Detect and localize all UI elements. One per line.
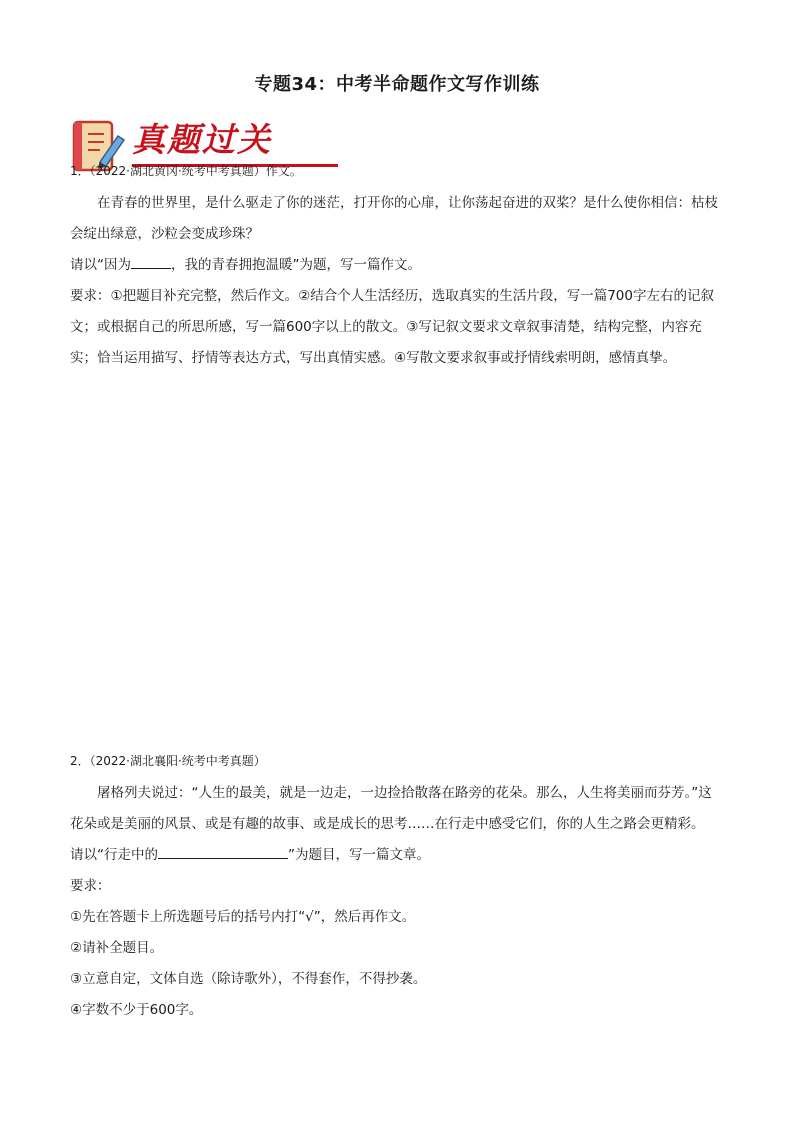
title-blank [131,254,171,269]
requirement-item: ③立意自定，文体自选（除诗歌外），不得套作，不得抄袭。 [70,971,427,987]
question-1-prompt-after: ，我的青春拥抱温暖”为题，写一篇作文。 [171,257,421,273]
question-1-header: 1．（2022·湖北黄冈·统考中考真题）作文。 [70,164,302,178]
question-1-requirements: 要求：①把题目补充完整，然后作文。②结合个人生活经历，选取真实的生活片段，写一篇700字左右的记叙文；或根据自己的所思所感，写一篇600字以上的散文。③写记叙文要求文章叙事清楚，结构完整，内容充实；恰当运用描写、抒情等表达方式，写出真情实感。④写散文要求叙事或抒情线索明朗，感情真挚。 [70,288,714,366]
page-title: 专题34：中考半命题作文写作训练 [254,74,540,95]
question-1-intro: 在青春的世界里，是什么驱走了你的迷茫，打开你的心扉，让你荡起奋进的双桨？是什么使你相信：枯枝会绽出绿意，沙粒会变成珍珠？ [70,195,718,242]
question-1-prompt-before: 请以“因为 [70,257,131,273]
question-1-prompt [70,250,724,281]
title-blank [158,844,288,859]
question-1 [70,155,724,374]
question-2-prompt-before: 请以“行走中的 [70,847,158,863]
banner-title: 真题过关 [132,120,272,159]
question-2-prompt-after: ”为题目，写一篇文章。 [288,847,430,863]
question-2-header: 2．（2022·湖北襄阳·统考中考真题） [70,754,266,768]
requirement-item: ④字数不少于600字。 [70,1002,203,1018]
requirement-item: ②请补全题目。 [70,940,164,956]
question-2 [70,745,724,1026]
question-2-intro: 屠格列夫说过：“人生的最美，就是一边走，一边捡拾散落在路旁的花朵。那么，人生将美丽而芬芳。”这花朵或是美丽的风景、或是有趣的故事、或是成长的思考……在行走中感受它们，你的人生之路会更精彩。 [70,785,712,832]
question-2-prompt [70,840,724,871]
requirement-item: ①先在答题卡上所选题号后的括号内打“√”，然后再作文。 [70,909,416,925]
question-2-requirements-label: 要求： [70,878,111,894]
